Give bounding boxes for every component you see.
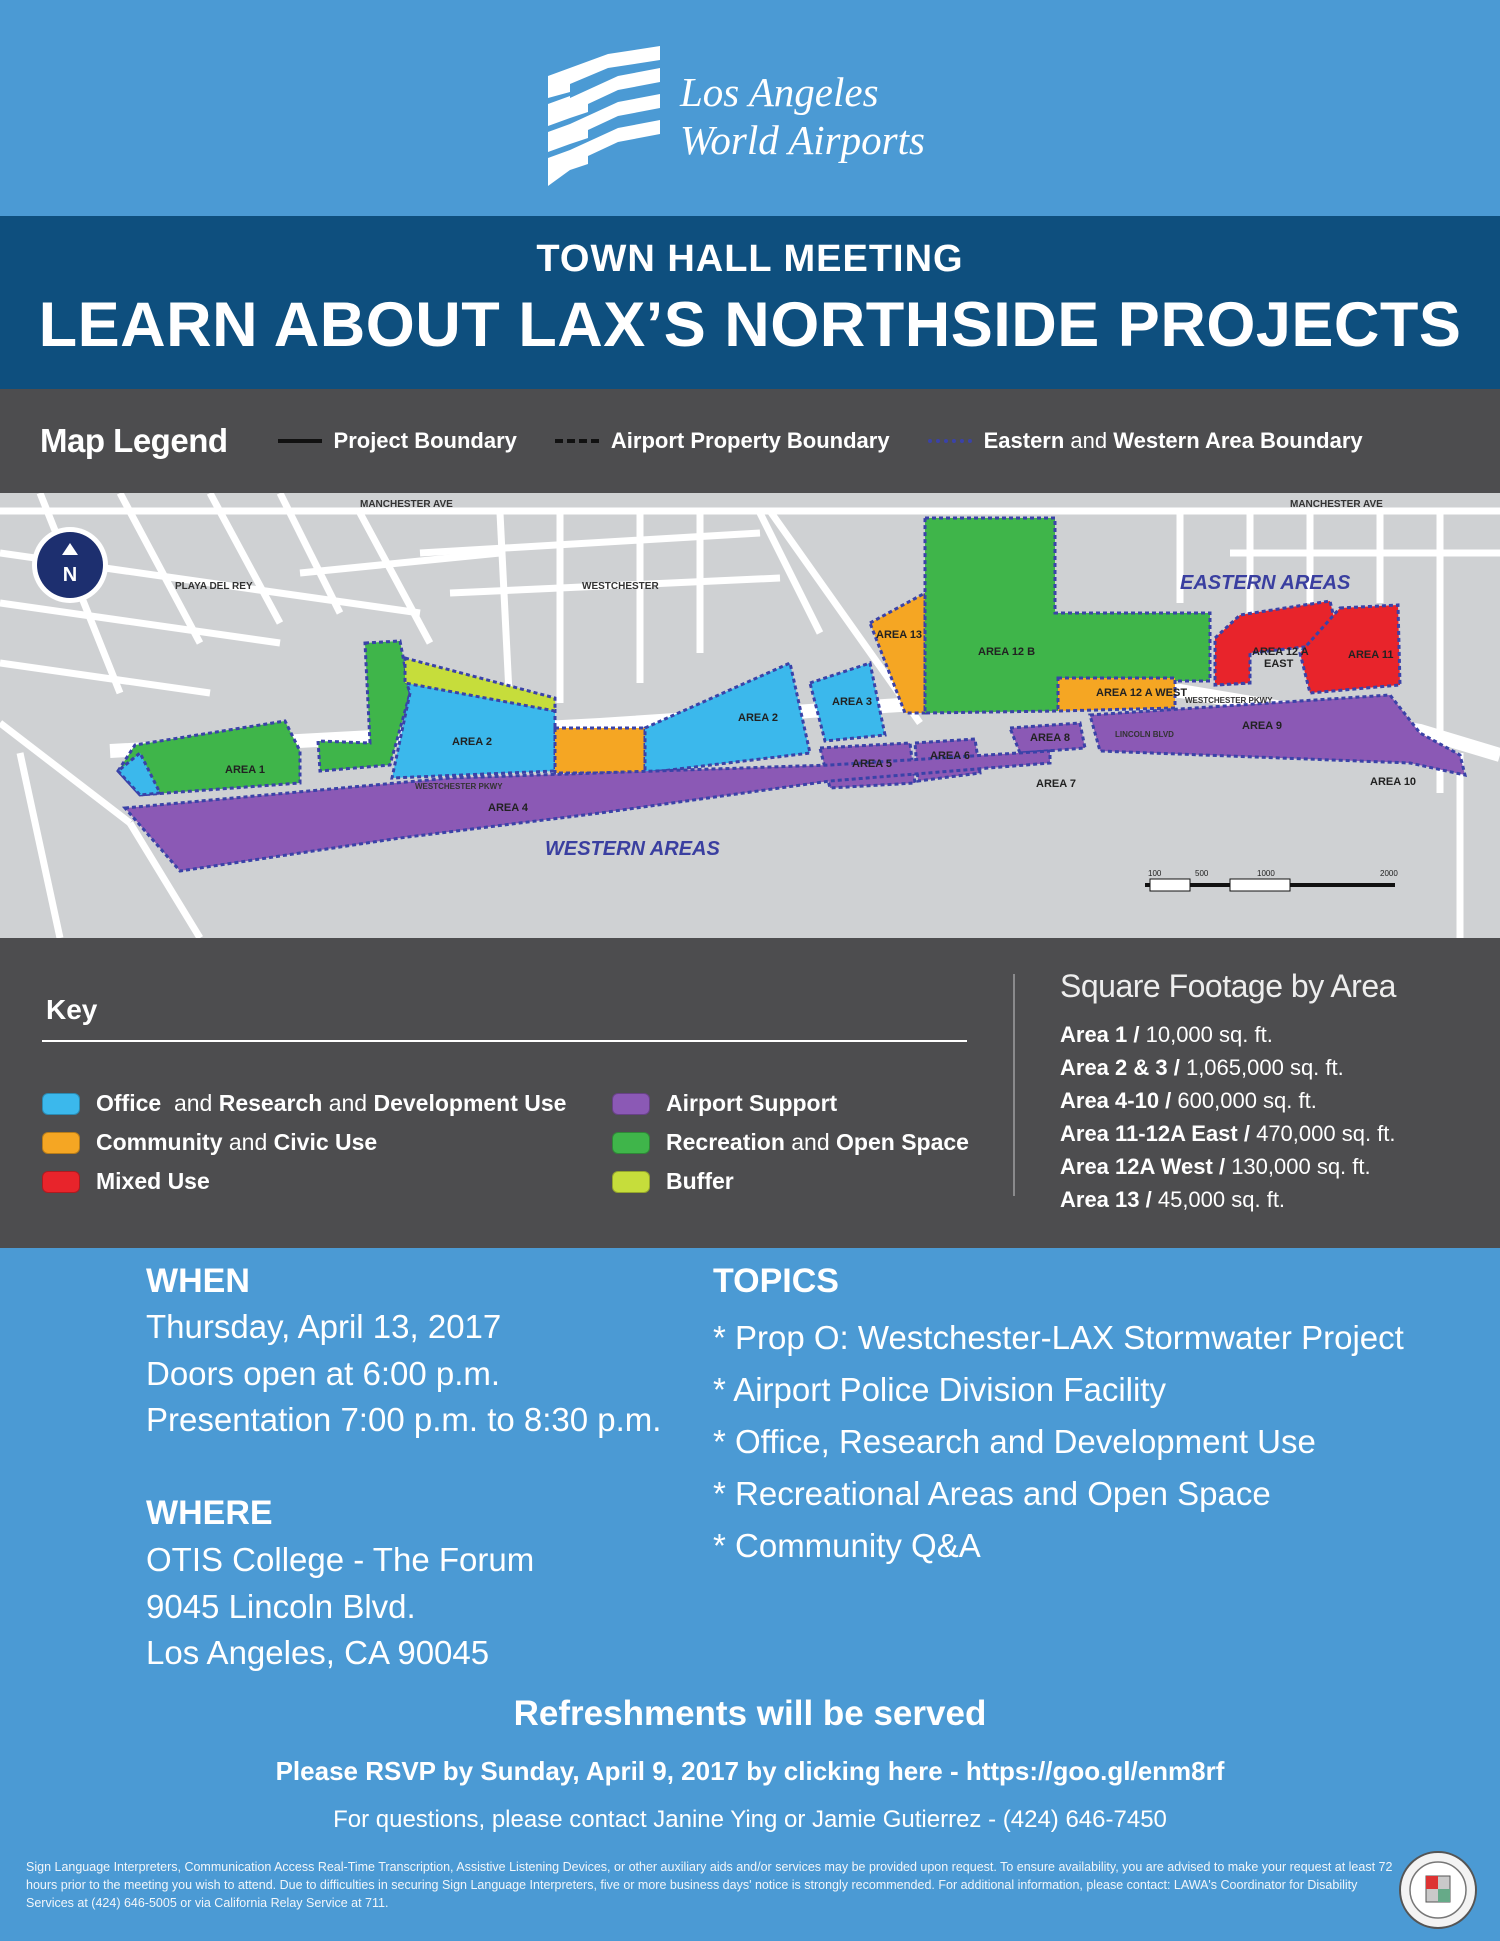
sqft-value: 1,065,000 sq. ft. (1185, 1055, 1344, 1080)
scale-label-1000: 1000 (1257, 869, 1275, 878)
map-label-area9: AREA 9 (1242, 720, 1282, 732)
north-arrow-label: N (62, 564, 78, 586)
legend-project-boundary (278, 428, 517, 454)
legend-area-boundary-label-b: and (1064, 428, 1114, 453)
area-recreation-shape (318, 641, 410, 771)
legend-area-boundary (928, 428, 1363, 454)
key-item-airport (612, 1084, 969, 1123)
key-office-b: and (161, 1090, 219, 1116)
accessibility-fineprint: Sign Language Interpreters, Communication Access Real-Time Transcription, Assistive Listening Devices, or other auxiliary aids and/or services may be provided upon request. To ensure availability, you are advised to make your request at least 72 hours prior to the meeting you wish to attend. Due to difficulties in securing Sign Language Interpreters, five or more business days' notice is strongly recommended. For additional information, please contact: LAWA's Coordinator for Disability Services at (424) 646-5005 or via California Relay Service at 711. (26, 1860, 1393, 1910)
key-column-left (42, 1084, 566, 1201)
sqft-area: Area 1 / (1060, 1022, 1146, 1047)
map-label-area11: AREA 11 (1348, 649, 1394, 661)
map-label-area12a-west: AREA 12 A WEST (1096, 687, 1188, 699)
sqft-row (1060, 1187, 1396, 1220)
scale-label-100: 100 (1148, 869, 1162, 878)
key-office-a: Office (96, 1090, 162, 1116)
key-divider-rule (42, 1040, 967, 1042)
sqft-value: 130,000 sq. ft. (1231, 1154, 1371, 1179)
map-label-westchester-pkwy-left: WESTCHESTER PKWY (415, 782, 503, 791)
solid-line-icon (278, 439, 322, 443)
sqft-list (1060, 1022, 1396, 1220)
key-item-mixed (42, 1162, 566, 1201)
map-label-manchester-left: MANCHESTER AVE (360, 499, 453, 510)
sqft-row (1060, 1154, 1396, 1187)
lawa-logo (548, 46, 925, 186)
refreshments-note: Refreshments will be served (513, 1694, 987, 1733)
key-office-c: Research (218, 1090, 323, 1116)
sqft-area: Area 2 & 3 / (1060, 1055, 1186, 1080)
sqft-row (1060, 1088, 1396, 1121)
topic-item: * Office, Research and Development Use (713, 1423, 1316, 1460)
map-label-area12a-east-1: AREA 12 A (1252, 646, 1309, 658)
key-buffer-a: Buffer (666, 1168, 734, 1194)
map-label-area2b: AREA 2 (738, 712, 778, 724)
key-item-office (42, 1084, 566, 1123)
airport-swatch-icon (612, 1093, 650, 1115)
map-label-area1: AREA 1 (225, 764, 265, 776)
map-label-western: WESTERN AREAS (545, 838, 720, 860)
area-community-shape (555, 728, 645, 773)
when-doors: Doors open at 6:00 p.m. (146, 1355, 501, 1392)
legend-airport-boundary (555, 428, 890, 454)
logo-line-1: Los Angeles (680, 69, 879, 115)
when-presentation: Presentation 7:00 p.m. to 8:30 p.m. (146, 1401, 662, 1438)
dash-dot-line-icon (555, 439, 599, 443)
topic-item: * Recreational Areas and Open Space (713, 1475, 1271, 1512)
key-office-d: and (322, 1090, 374, 1116)
rsvp-link[interactable]: Please RSVP by Sunday, April 9, 2017 by clicking here - https://goo.gl/enm8rf (275, 1756, 1225, 1786)
legend-area-boundary-label-a: Eastern (983, 428, 1065, 453)
key-community-c: Civic Use (273, 1129, 378, 1155)
map-label-area3: AREA 3 (832, 696, 872, 708)
legend-project-boundary-label: Project Boundary (333, 428, 517, 453)
topics-heading: TOPICS (713, 1262, 839, 1300)
where-heading: WHERE (146, 1494, 273, 1532)
sqft-row (1060, 1121, 1396, 1154)
key-item-community (42, 1123, 566, 1162)
northside-map (0, 493, 1500, 938)
recreation-swatch-icon (612, 1132, 650, 1154)
scale-bar-labels (1148, 869, 1398, 878)
dotted-blue-line-icon (928, 439, 972, 443)
sqft-area: Area 12A West / (1060, 1154, 1232, 1179)
sqft-area: Area 13 / (1060, 1187, 1158, 1212)
map-graphic (0, 493, 1500, 938)
sqft-area: Area 11-12A East / (1060, 1121, 1257, 1146)
event-title: LEARN ABOUT LAX’S NORTHSIDE PROJECTS (38, 290, 1462, 360)
key-title: Key (46, 994, 98, 1025)
topic-item: * Prop O: Westchester-LAX Stormwater Project (713, 1319, 1404, 1356)
map-label-area12b: AREA 12 B (978, 646, 1036, 658)
lawa-logo-mark-icon (548, 46, 660, 186)
key-recreation-a: Recreation (666, 1129, 785, 1155)
logo-line-2: World Airports (680, 117, 925, 163)
key-mixed-a: Mixed Use (96, 1168, 210, 1194)
sqft-row (1060, 1022, 1396, 1055)
scale-bar (1145, 879, 1395, 891)
key-item-recreation (612, 1123, 969, 1162)
when-heading: WHEN (146, 1262, 250, 1300)
map-label-westchester-pkwy-right: WESTCHESTER PKWY (1185, 696, 1273, 705)
sqft-value: 45,000 sq. ft. (1157, 1187, 1286, 1212)
key-recreation-c: Open Space (836, 1129, 969, 1155)
map-label-area6: AREA 6 (930, 750, 970, 762)
area-2b-shape (645, 663, 810, 773)
event-type-heading: TOWN HALL MEETING (536, 238, 964, 280)
map-label-area12a-east-2: EAST (1264, 658, 1294, 670)
map-label-eastern: EASTERN AREAS (1180, 572, 1351, 594)
map-label-westchester: WESTCHESTER (582, 581, 659, 592)
key-section (0, 938, 1500, 1248)
legend-airport-boundary-label: Airport Property Boundary (610, 428, 890, 453)
sqft-area: Area 4-10 / (1060, 1088, 1178, 1113)
key-item-buffer (612, 1162, 969, 1201)
community-swatch-icon (42, 1132, 80, 1154)
topic-item: * Community Q&A (713, 1527, 981, 1564)
key-column-right (612, 1084, 969, 1201)
contact-info: For questions, please contact Janine Ying or Jamie Gutierrez - (424) 646-7450 (333, 1806, 1167, 1833)
map-legend-title: Map Legend (40, 422, 228, 459)
when-date: Thursday, April 13, 2017 (146, 1308, 502, 1345)
sqft-value: 600,000 sq. ft. (1177, 1088, 1317, 1113)
where-city: Los Angeles, CA 90045 (146, 1634, 490, 1671)
title-band (0, 216, 1500, 389)
sqft-row (1060, 1055, 1396, 1088)
key-vertical-divider (1013, 974, 1015, 1196)
legend-area-boundary-label-c: Western Area Boundary (1113, 428, 1363, 453)
sqft-value: 10,000 sq. ft. (1145, 1022, 1273, 1047)
map-label-area2a: AREA 2 (452, 736, 492, 748)
office-swatch-icon (42, 1093, 80, 1115)
map-label-area7: AREA 7 (1036, 778, 1076, 790)
where-street: 9045 Lincoln Blvd. (146, 1588, 416, 1625)
map-label-manchester-right: MANCHESTER AVE (1290, 499, 1383, 510)
map-legend-bar (0, 389, 1500, 493)
key-community-b: and (222, 1129, 274, 1155)
map-label-playa: PLAYA DEL REY (175, 581, 253, 592)
where-venue: OTIS College - The Forum (146, 1541, 535, 1578)
key-airport-a: Airport Support (666, 1090, 838, 1116)
scale-label-2000: 2000 (1380, 869, 1398, 878)
topics-list (713, 1312, 1404, 1572)
city-seal-icon (1398, 1850, 1478, 1930)
scale-label-500: 500 (1195, 869, 1209, 878)
map-label-area8: AREA 8 (1030, 732, 1070, 744)
key-community-a: Community (96, 1129, 223, 1155)
map-label-area5: AREA 5 (852, 758, 892, 770)
sqft-title: Square Footage by Area (1060, 968, 1396, 1004)
map-label-area4: AREA 4 (488, 802, 528, 814)
sqft-value: 470,000 sq. ft. (1256, 1121, 1396, 1146)
logo-wordmark (680, 68, 925, 164)
buffer-swatch-icon (612, 1171, 650, 1193)
map-label-area10: AREA 10 (1370, 776, 1417, 788)
key-office-e: Development Use (373, 1090, 567, 1116)
map-label-area13: AREA 13 (876, 629, 923, 641)
topic-item: * Airport Police Division Facility (713, 1371, 1166, 1408)
map-label-lincoln: LINCOLN BLVD (1115, 730, 1174, 739)
mixed-swatch-icon (42, 1171, 80, 1193)
key-recreation-b: and (784, 1129, 837, 1155)
